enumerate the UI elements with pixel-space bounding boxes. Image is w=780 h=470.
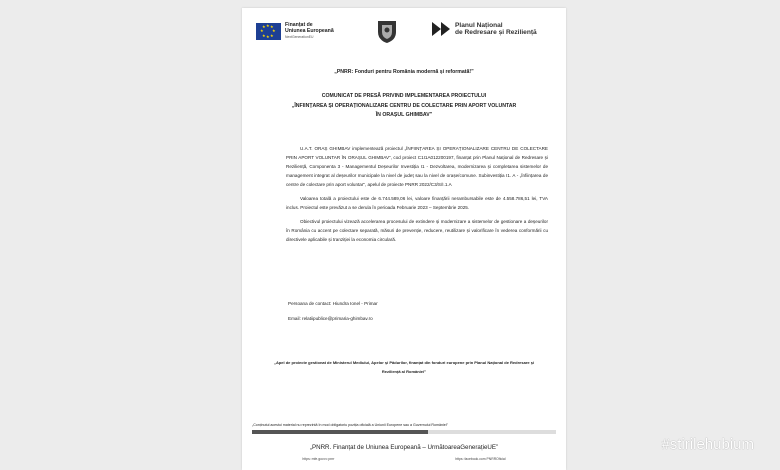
pnrr-text-line2: de Redresare și Reziliență <box>455 29 537 37</box>
body-paragraph-1: U.A.T. ORAȘ GHIMBAV implementează proiectul „ÎNFIINȚAREA ȘI OPERAȚIONALIZARE CENTRU DE COLECTARE PRIN APORT VOLUNTAR ÎN ORAȘUL GHIMBAV”, cod proiect C1I1A012200197, finanțat prin Planul Național de Redresare și Reziliență, Componenta 3 - Managementul Deșeurilor Investiția I1 - Dezvoltarea, modernizarea și completarea sistemelor de management integrat al deșeurilor municipale la nivel de județ sau la nivel de orașe/comune. Subinvestiția I1. A - „Înființarea de centre de colectare prin aport voluntar”, apelul de proiecte PNRR 2022/C3/S/I.1.A <box>286 146 548 187</box>
eu-text-line2: Uniunea Europeană <box>285 28 334 34</box>
slogan: „PNRR: Fonduri pentru România modernă și reformată!” <box>334 69 474 75</box>
pnrr-arrow-icon <box>432 22 452 36</box>
eu-text-line3: NextGenerationEU <box>285 35 314 39</box>
contact-info <box>288 296 378 326</box>
press-release-title <box>272 92 536 121</box>
footer-link-left[interactable]: https: mfe.gov.ro pnrr <box>302 457 335 461</box>
eu-flag-icon: ★ ★ ★ ★ ★ ★ ★ ★ <box>256 23 281 40</box>
title-line3: ÎN ORAȘUL GHIMBAV” <box>375 112 433 118</box>
title-line2: „ÎNFIINȚAREA ȘI OPERAȚIONALIZARE CENTRU DE COLECTARE PRIN APORT VOLUNTAR <box>291 102 517 109</box>
pnrr-logo <box>432 22 537 37</box>
body-text <box>286 144 548 249</box>
footer-slogan: „PNRR. Finanțat de Uniunea Europeană – UrmătoareaGenerațieUE” <box>309 444 499 451</box>
disclaimer: „Conținutul acestui material nu reprezintă în mod obligatoriu poziția oficială a Uniunii Europene sau a Guvernului României” <box>252 423 448 427</box>
document-page <box>242 8 566 470</box>
contact-person: Persoana de contact: Hiundra Ionel - Primar <box>288 301 378 306</box>
footer-bar-fill <box>252 430 428 434</box>
footer-bar <box>252 430 556 434</box>
romania-coat-of-arms-icon <box>376 18 398 44</box>
pnrr-text-line1: Planul Național <box>455 22 503 29</box>
call-statement: „Apel de proiecte gestionat de Ministerul Mediului, Apelor și Pădurilor, finanțat din fonduri europene prin Planul Național de Redresare și Reziliență al României” <box>273 360 535 374</box>
watermark: #stirilehubium <box>661 436 754 453</box>
footer-link-right[interactable]: https: facebook.com PNRROficial <box>455 457 506 461</box>
eu-logo <box>256 22 334 40</box>
footer-links <box>242 457 566 461</box>
eu-text-line1: Finanțat de <box>285 22 313 28</box>
contact-email: Email: relatiipublice@primaria-ghimbav.ro <box>288 316 373 321</box>
logo-header <box>256 18 556 54</box>
body-paragraph-3: Obiectivul proiectului vizează accelerarea procesului de extindere și modernizare a sistemelor de gestionare a deșeurilor în România cu accent pe colectare separată, măsuri de prevenție, reducere, reutilizare și valorificare în vederea conformării cu directivele aplicabile și tranziției la economia circulară. <box>286 219 548 242</box>
body-paragraph-2: Valoarea totală a proiectului este de 6.744.589,06 lei, valoare finanțării nerambursabile este de 4.558.786,51 lei, TVA inclus. Proiectul este prevăzut a se derula în perioada Februarie 2023 – Septembrie 2025. <box>286 196 548 210</box>
title-line1: COMUNICAT DE PRESĂ PRIVIND IMPLEMENTAREA PROIECTULUI <box>321 93 487 99</box>
